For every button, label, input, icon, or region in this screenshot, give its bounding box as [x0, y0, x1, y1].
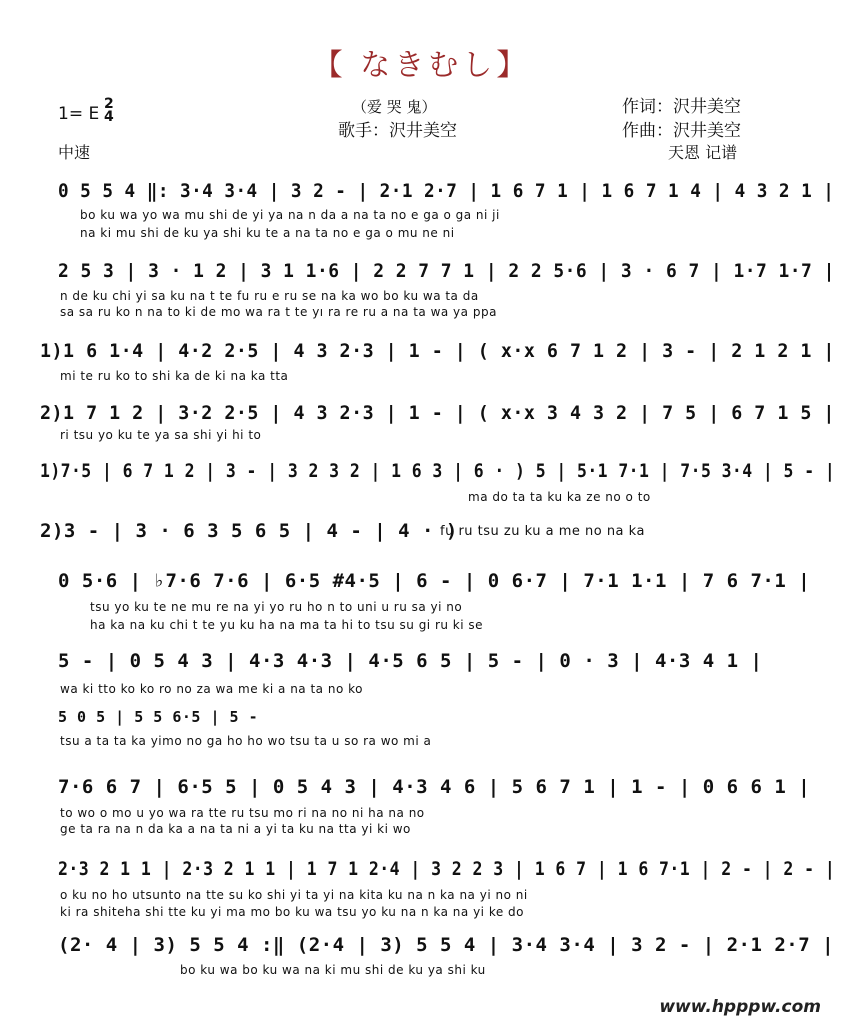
score-row-6-lyric1: fu ru tsu zu ku a me no na ka: [440, 524, 645, 539]
score-row-3-notes: 1)1 6 1·4 | 4·2 2·5 | 4 3 2·3 | 1 - | ( x·x 6 7 1 2 | 3 - | 2 1 2 1 |: [40, 340, 835, 362]
score-row-11-lyric1: o ku no ho utsunto na tte su ko shi yi ta yi na kita ku na n ka na yi no ni: [60, 888, 528, 902]
score-row-4-lyric1: ri tsu yo ku te ya sa shi yi hi to: [60, 428, 262, 442]
score-row-7-lyric1: tsu yo ku te ne mu re na yi yo ru ho n to uni u ru sa yi no: [90, 600, 463, 614]
score-row-7-lyric2: ha ka na ku chi t te yu ku ha na ma ta hi to tsu su gi ru ki se: [90, 618, 484, 632]
score-row-5-lyric1: ma do ta ta ku ka ze no o to: [468, 490, 651, 504]
score-row-3-lyric1: mi te ru ko to shi ka de ki na ka tta: [60, 369, 289, 383]
score-row-2-lyric1: n de ku chi yi sa ku na t te fu ru e ru se na ka wo bo ku wa ta da: [60, 289, 479, 303]
score-row-11-lyric2: ki ra shiteha shi tte ku yi ma mo bo ku wa tsu yo ku na n ka na yi ke do: [60, 905, 525, 919]
score-row-5-notes: 1)7·5 | 6 7 1 2 | 3 - | 3 2 3 2 | 1 6 3 | 6 · ) 5 | 5·1 7·1 | 7·5 3·4 | 5 - |: [40, 460, 836, 482]
transcriber-credit: 天恩 记谱: [668, 143, 738, 162]
score-row-8-notes: 5 - | 0 5 4 3 | 4·3 4·3 | 4·5 6 5 | 5 - | 0 · 3 | 4·3 4 1 |: [58, 650, 763, 672]
score-row-6-notes: 2)3 - | 3 · 6 3 5 6 5 | 4 - | 4 · ): [40, 520, 458, 542]
score-row-12-notes: (2· 4 | 3) 5 5 4 :‖ (2·4 | 3) 5 5 4 | 3·4 3·4 | 3 2 - | 2·1 2·7 |: [58, 934, 835, 956]
score-row-10-notes: 7·6 6 7 | 6·5 5 | 0 5 4 3 | 4·3 4 6 | 5 6 7 1 | 1 - | 0 6 6 1 |: [58, 776, 811, 798]
composer-credit: 作曲：沢井美空: [622, 121, 741, 141]
song-title: 【 なきむし】: [312, 48, 531, 83]
score-row-12-lyric1: bo ku wa bo ku wa na ki mu shi de ku ya shi ku: [180, 963, 486, 977]
score-row-1-lyric2: na ki mu shi de ku ya shi ku te a na ta no e ga o mu ne ni: [80, 226, 455, 240]
lyricist-credit: 作词：沢井美空: [622, 97, 741, 117]
score-row-1-lyric1: bo ku wa yo wa mu shi de yi ya na n da a na ta no e ga o ga ni ji: [80, 208, 500, 222]
time-sig-bottom: 4: [104, 109, 114, 125]
score-row-11-notes: 2·3 2 1 1 | 2·3 2 1 1 | 1 7 1 2·4 | 3 2 2 3 | 1 6 7 | 1 6 7·1 | 2 - | 2 - |: [58, 858, 836, 880]
score-row-2-notes: 2 5 3 | 3 · 1 2 | 3 1 1·6 | 2 2 7 7 1 | 2 2 5·6 | 3 · 6 7 | 1·7 1·7 |: [58, 260, 835, 282]
score-row-10-lyric2: ge ta ra na n da ka a na ta ni a yi ta ku na tta yi ki wo: [60, 822, 411, 836]
site-watermark: www.hpppw.com: [659, 997, 821, 1017]
score-row-9-notes: 5 0 5 | 5 5 6·5 | 5 -: [58, 708, 259, 726]
score-row-8-lyric1: wa ki tto ko ko ro no za wa me ki a na ta no ko: [60, 682, 363, 696]
time-signature: [104, 98, 114, 124]
song-subtitle: （爱 哭 鬼）: [352, 98, 437, 116]
score-row-9-lyric1: tsu a ta ta ka yimo no ga ho ho wo tsu ta u so ra wo mi a: [60, 734, 432, 748]
singer-credit: 歌手：沢井美空: [338, 121, 457, 141]
score-row-7-notes: 0 5·6 | ♭7·6 7·6 | 6·5 #4·5 | 6 - | 0 6·7 | 7·1 1·1 | 7 6 7·1 |: [58, 570, 811, 592]
score-row-2-lyric2: sa sa ru ko n na to ki de mo wa ra t te yı ra re ru a na ta wa ya ppa: [60, 305, 497, 319]
score-row-10-lyric1: to wo o mo u yo wa ra tte ru tsu mo ri na no ni ha na no: [60, 806, 425, 820]
tempo-marking: 中速: [58, 143, 91, 162]
score-row-1-notes: 0 5 5 4 ‖: 3·4 3·4 | 3 2 - | 2·1 2·7 | 1 6 7 1 | 1 6 7 1 4 | 4 3 2 1 |: [58, 180, 835, 202]
time-sig-top: 2: [104, 96, 114, 112]
key-signature: 1= E: [58, 104, 100, 124]
score-row-4-notes: 2)1 7 1 2 | 3·2 2·5 | 4 3 2·3 | 1 - | ( x·x 3 4 3 2 | 7 5 | 6 7 1 5 |: [40, 402, 835, 424]
